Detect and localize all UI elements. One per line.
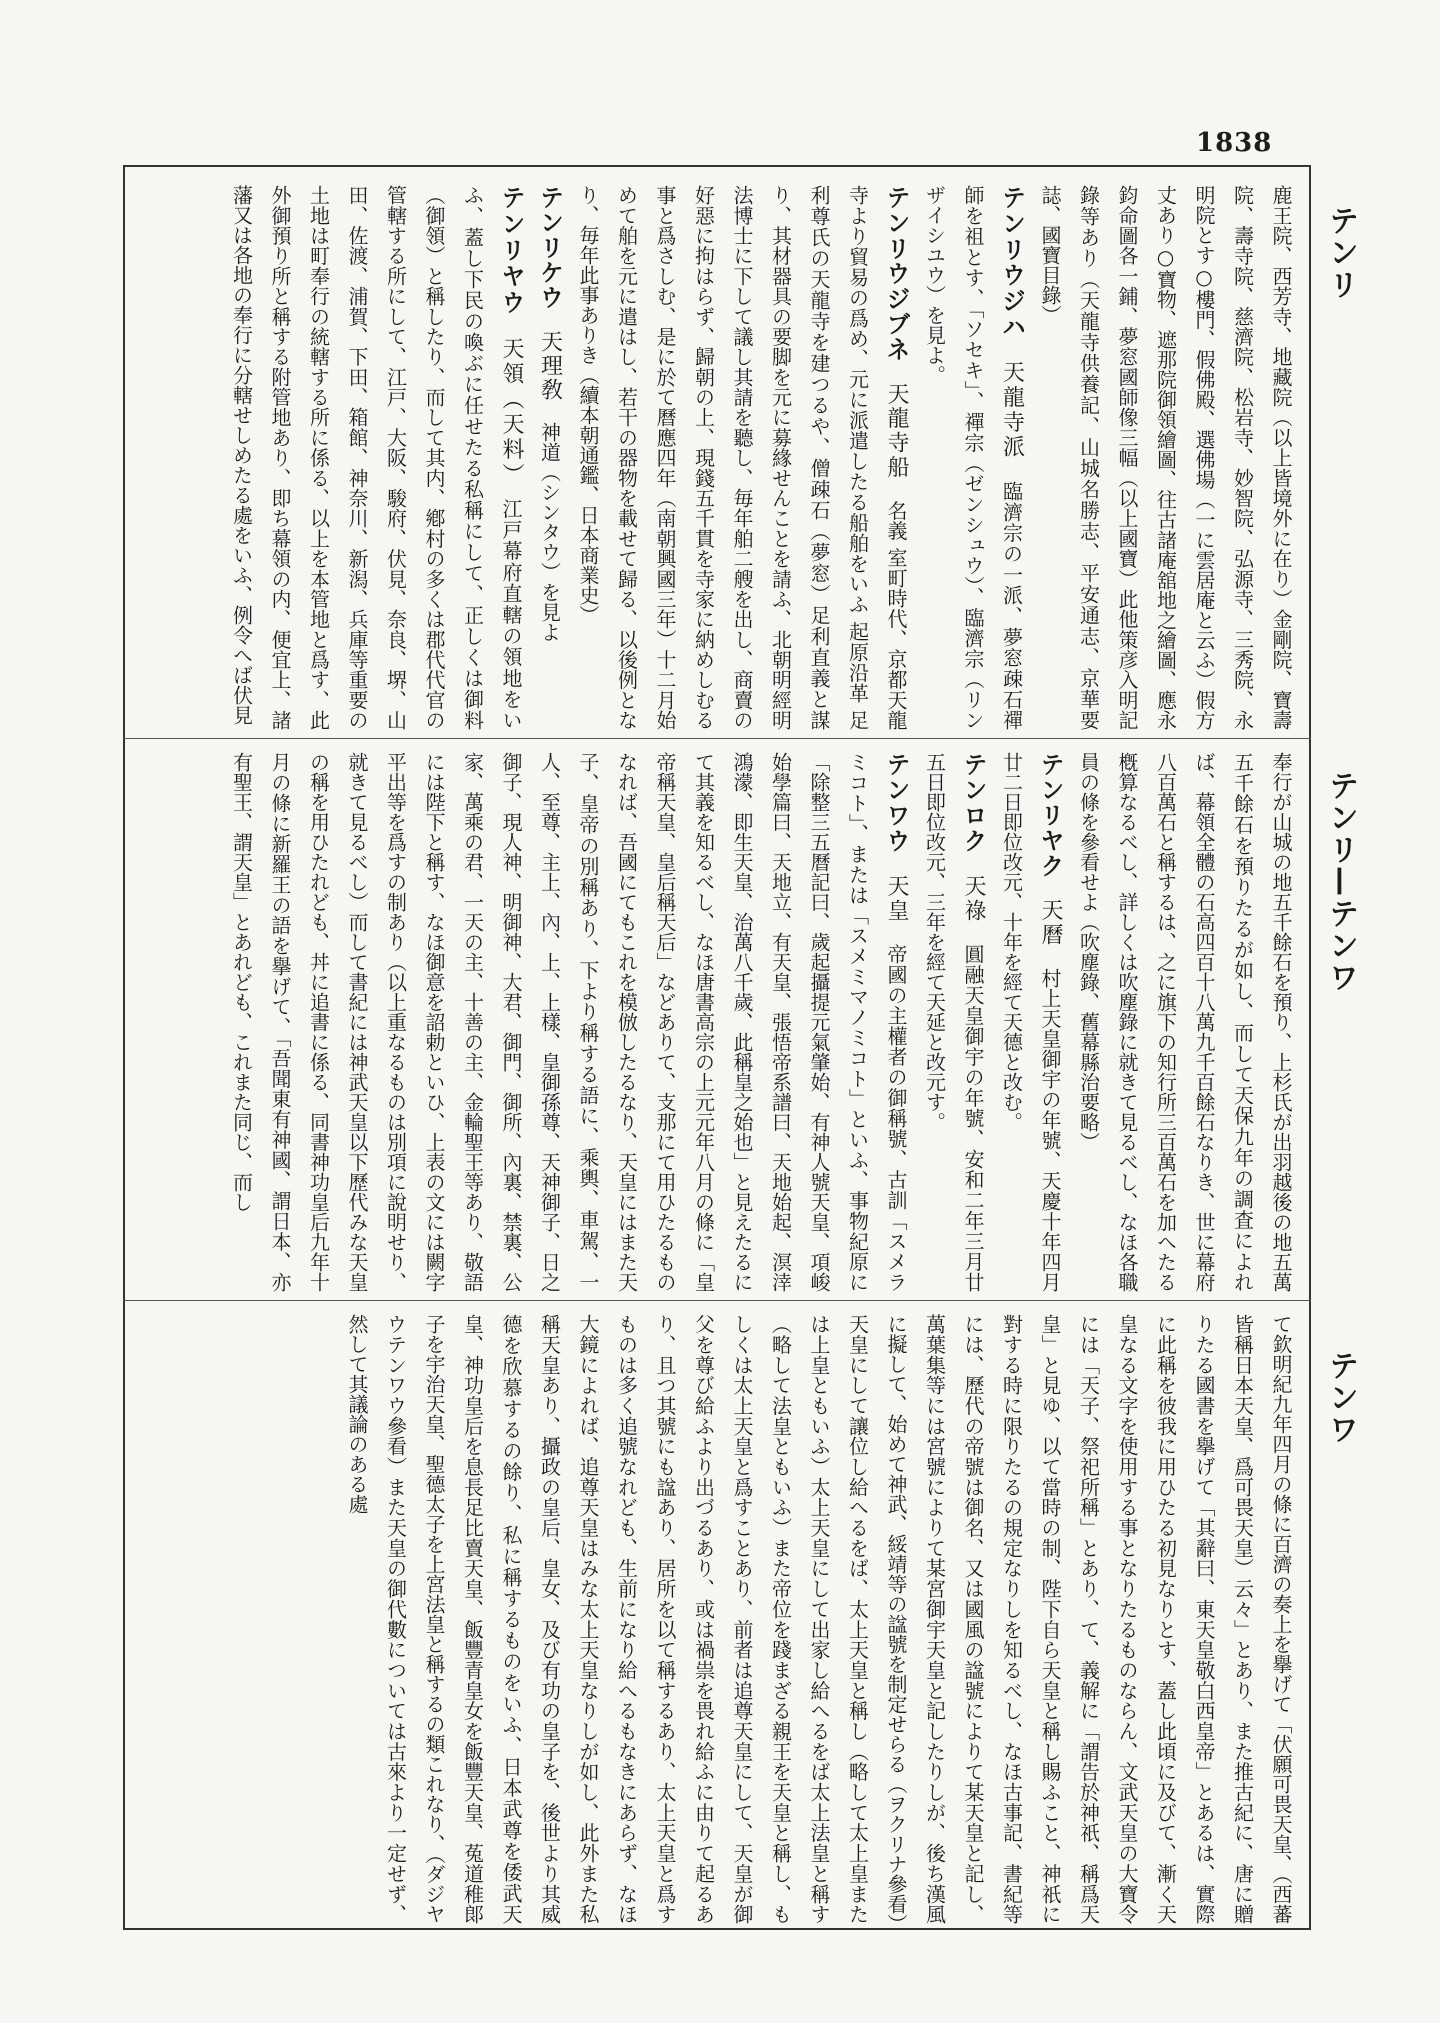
entry-headword: テンリケウ — [535, 185, 564, 310]
entry-text: 江戸幕府直轄の領地をいふ、蓋し下民の喚ぶに任せたる私稱にして、正しくは御料（御領）と稱したり、而して其内、鄕村の多くは郡代代官の管轄する所にして、江戸、大阪、駿府、伏見、奈良、堺、山田、佐渡、浦賀、下田、箱館、神奈川、新潟、兵庫等重要の土地は町奉行の統轄する所に係る、以上を本管地と爲す、此外御預り所と稱する附管地あり、即ち幕領の内、便宜上、諸藩又は各地の奉行に分轄せしめたる處をいふ、例令へば伏見 — [229, 185, 523, 730]
running-header: テンリ—テンワ — [1323, 770, 1358, 994]
entry-text: 村上天皇御宇の年號、天慶十年四月廿二日即位改元、十年を經て天德と改む。 — [999, 752, 1062, 1292]
text-section-bottom — [140, 1314, 1300, 1924]
entry-text: 圓融天皇御宇の年號、安和二年三月廿五日即位改元、三年を經て天延と改元す。 — [922, 752, 985, 1292]
entry-text: 名義 室町時代、京都天龍寺より貿易の爲め、元に派遣したる船舶をいふ 起原沿革 足利尊氏の天龍寺を建つるや、僧疎石（夢窓）足利直義と謀り、其材器具の要脚を元に募緣せんことを請ふ、北朝明經明法博士に下して議し其請を聽し、毎年舶二艘を出し、商賣の好惡に拘はらず、歸朝の上、現錢五千貫を寺家に納めしむる事と爲さしむ、是に於て曆應四年（南朝興國三年）十二月始めて舶を元に遣はし、若干の器物を載せて歸る、以後例となり、毎年此事ありき（續本朝通鑑、日本商業史） — [576, 185, 908, 730]
running-header: テンリ — [1323, 205, 1358, 301]
dictionary-entry — [569, 185, 916, 730]
section-divider — [123, 738, 1311, 739]
dictionary-entry — [222, 185, 530, 730]
entry-kanji: 天龍寺船 — [884, 382, 909, 480]
entry-kanji: 天曆 — [1038, 898, 1063, 948]
running-header: テンワ — [1323, 1350, 1358, 1446]
entry-kanji: 天龍寺派 — [999, 360, 1025, 461]
dictionary-entry — [915, 752, 992, 1292]
entry-kanji: 天領（天料） — [499, 337, 524, 478]
entry-kanji: 天祿 — [961, 874, 986, 924]
entry-headword: テンロク — [959, 752, 987, 854]
entry-kanji: 天理敎 — [537, 330, 563, 402]
entry-text: 奉行が山城の地五千餘石を預り、上杉氏が出羽越後の地五萬五千餘石を預りたるが如し、而して天保九年の調査によれば、幕領全體の石高四百十八萬九千百餘石なりき、世に幕府八百萬石と稱するは、之に旗下の知行所三百萬石を加へたる槪算なるべし、詳しくは吹塵錄に就きて見るべし、なほ各職員の條を參看せよ（吹塵錄、舊幕縣治要略） — [1076, 752, 1293, 1292]
page-number: 1838 — [1196, 128, 1273, 158]
dictionary-entry — [992, 752, 1069, 1292]
dictionary-entry — [222, 752, 915, 1292]
entry-headword: テンリウジブネ — [882, 185, 910, 363]
entry-text: 神道（シンタウ）を見よ — [537, 422, 562, 642]
text-section-middle — [140, 752, 1300, 1292]
section-divider — [123, 1300, 1311, 1301]
entry-text: 帝國の主權者の御稱號、古訓「スメラミコト」、または「スメミマノミコト」といふ、事物紀原に「除整三五曆記曰、歲起攝提元氣肇始、有神人號天皇、項峻始學篇曰、天地立、有天皇、張悟帝系譜曰、天地始起、溟涬鴻濛、即生天皇、治萬八千歲、此稱皇之始也」と見えたるにて其義を知るべし、なほ唐書高宗の上元元年八月の條に「皇帝稱天皇、皇后稱天后」などありて、支那にて用ひたるものなれば、吾國にてもこれを模倣したるなり、天皇にはまた天子、皇帝の別稱あり、下より稱する語に、乘輿、車駕、一人、至尊、主上、內、上、上樣、皇御孫尊、天神御子、日之御子、現人神、明御神、大君、御門、御所、內裏、禁裏、公家、萬乘の君、一天の主、十善の主、金輪聖王等あり、敬語には陛下と稱す、なほ御意を詔勅といひ、上表の文には闕字平出等を爲すの制あり（以上重なるものは別項に說明せり、就きて見るべし）而して書紀には神武天皇以下歷代みな天皇の稱を用ひたれども、丼に追書に係る、同書神功皇后九年十月の條に新羅王の語を擧げて、「吾聞東有神國、謂日本、亦有聖王、謂天皇」とあれども、これまた同じ、而し — [229, 752, 908, 1292]
dictionary-entry — [530, 185, 569, 730]
entry-text: 臨濟宗の一派、夢窓疎石禪師を祖とす、「ソセキ」、禪宗（ゼンシュウ）、臨濟宗（リンザイシユウ）を見よ。 — [922, 185, 1024, 730]
text-section-top — [140, 185, 1300, 730]
entry-kanji: 天皇 — [884, 874, 909, 924]
entry-headword: テンリウジハ — [997, 185, 1026, 340]
entry-headword: テンワウ — [882, 752, 910, 854]
entry-headword: テンリヤウ — [497, 185, 525, 316]
entry-headword: テンリヤク — [1036, 752, 1064, 879]
entry-text: て欽明紀九年四月の條に百濟の奏上を擧げて「伏願可畏天皇、（西蕃皆稱日本天皇、爲可畏天皇）云々」とあり、また推古紀に、唐に贈りたる國書を擧げて「其辭曰、東天皇敬白西皇帝」とあるは、實際に此稱を彼我に用ひたる初見なりとす、蓋し此頃に及びて、漸く天皇なる文字を使用する事となりたるものならん、文武天皇の大寶令には「天子、祭祀所稱」とあり、て、義解に「謂告於神祇、稱爲天皇」と見ゆ、以て當時の制、陛下自ら天皇と稱し賜ふこと、神祇に對する時に限りたるの規定なりしを知るべし、なほ古事記、書紀等には、歷代の帝號は御名、又は國風の諡號によりて某天皇と記し、萬葉集等には宮號によりて某宮御宇天皇と記したりしが、後ち漢風に擬して、始めて神武、綏靖等の諡號を制定せらる（ヲクリナ參看）天皇にして讓位し給へるをば、太上天皇と稱し（略して太上皇または上皇ともいふ）太上天皇にして出家し給へるをば太上法皇と稱す（略して法皇ともいふ）また帝位を踐まざる親王を天皇と稱し、もしくは太上天皇と爲すことあり、前者は追尊天皇にして、天皇が御父を尊び給ふより出づるあり、或は禍祟を畏れ給ふに由りて起るあり、且つ其號にも諡あり、居所を以て稱するあり、太上天皇と爲すものは多く追號なれども、生前になり給へるもなきにあらず、なほ大鏡によれば、追尊天皇はみな太上天皇なりしが如し、此外また私稱天皇あり、攝政の皇后、皇女、及び有功の皇子を、後世より其威德を欣慕するの餘り、私に稱するものをいふ、日本武尊を倭武天皇、神功皇后を息長足比賣天皇、飯豐青皇女を飯豐天皇、菟道稚郞子を宇治天皇、聖德太子を上宮法皇と稱するの類これなり、（ダジヤウテンワウ參看）また天皇の御代數については古來より一定せず、然して其議論のある處 — [345, 1314, 1293, 1924]
entry-text: 鹿王院、西芳寺、地藏院（以上皆境外に在り）金剛院、寶壽院、壽寺院、慈濟院、松岩寺、妙智院、弘源寺、三秀院、永明院とす○樓門、假佛殿、選佛場（一に雲居庵と云ふ）假方丈あり○寶物、遮那院御領繪圖、往古諸庵舘地之繪圖、應永鈞命圖各一鋪、夢窓國師像三幅（以上國寶）此他策彦入明記錄等あり（天龍寺供養記、山城名勝志、平安通志、京華要誌、國寶目錄） — [1038, 185, 1293, 730]
dictionary-entry — [915, 185, 1031, 730]
